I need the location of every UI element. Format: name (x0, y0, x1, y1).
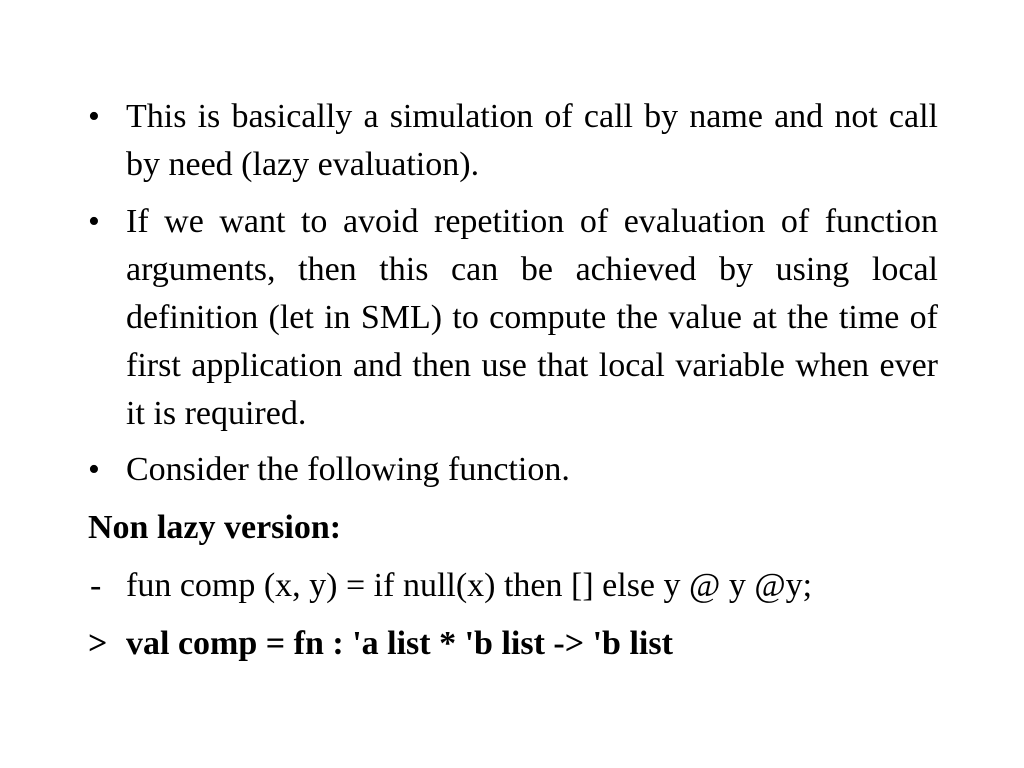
result-prompt-marker: > (88, 625, 108, 662)
bullet-marker: • (88, 451, 100, 488)
result-text: val comp = fn : 'a list * 'b list -> 'b list (126, 625, 673, 662)
result-line (88, 620, 938, 668)
bullet-marker: • (88, 98, 100, 135)
code-prompt-marker: - (90, 567, 102, 604)
code-text: fun comp (x, y) = if null(x) then [] else y @ y @y; (126, 567, 813, 604)
bullet-text: If we want to avoid repetition of evaluation of function arguments, then this can be achieved by using local definition (let in SML) to compute the value at the time of first application and then use that local variable when ever it is required. (126, 203, 938, 432)
section-heading: Non lazy version: (88, 509, 342, 546)
bullet-item-avoid-repetition (88, 198, 938, 438)
code-line (88, 562, 938, 610)
bullet-text: This is basically a simulation of call by name and not call by need (lazy evaluation). (126, 98, 938, 183)
bullet-item-call-by-name (88, 93, 938, 189)
bullet-marker: • (88, 203, 100, 240)
bullet-item-consider (88, 446, 938, 494)
bullet-text: Consider the following function. (126, 451, 570, 488)
